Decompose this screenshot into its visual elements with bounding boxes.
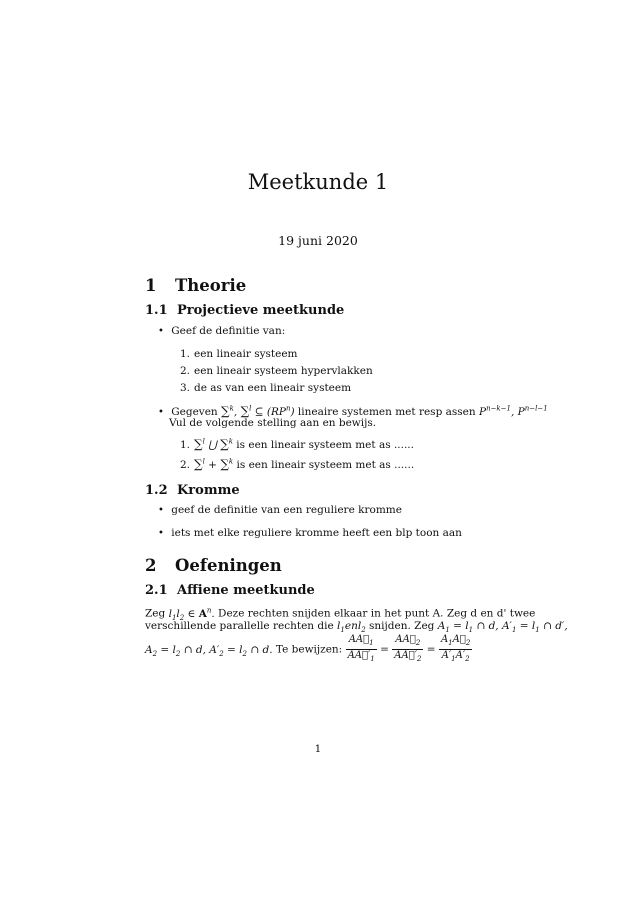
- list-item: [180, 348, 298, 360]
- bullet-icon: •: [158, 528, 164, 539]
- paragraph-text: snijden. Zeg: [369, 620, 435, 632]
- subsection-1-2-heading: [145, 483, 240, 498]
- list-item-text: is een lineair systeem met as ......: [236, 439, 414, 451]
- fraction-aa1: $\frac{AA⃗_1}{AA⃗'_1}$: [347, 634, 375, 663]
- paragraph-text: Te bewijzen:: [275, 643, 343, 656]
- math-expression: $A_1 = l_1$ ∩ d, $A'_1 = l_1$ ∩ d′,: [437, 620, 568, 635]
- item-number: 2.: [180, 365, 191, 377]
- list-item: [180, 365, 373, 377]
- fraction-a1a2: $\frac{A_1A⃗_2}{A'_1A'_2}$: [440, 634, 471, 663]
- list-item: [158, 527, 462, 539]
- list-item: [158, 504, 402, 516]
- math-expression: $P^{n-k-1}$, $P^{n-l-1}$: [478, 404, 548, 418]
- section-title: Oefeningen: [175, 556, 282, 575]
- list-item-text: de as van een lineair systeem: [194, 382, 352, 394]
- paragraph-text: Zeg: [145, 607, 166, 620]
- section-1-heading: [145, 276, 246, 295]
- item-number: 1.: [180, 348, 191, 360]
- subsection-1-1-heading: [145, 303, 344, 318]
- document-date: 19 juni 2020: [278, 233, 358, 248]
- list-item: [180, 382, 351, 394]
- item-number: 3.: [180, 382, 191, 394]
- list-item-text: is een lineair systeem met as ......: [236, 459, 415, 471]
- bullet-icon: •: [158, 326, 164, 337]
- list-item-text: lineaire systemen met resp assen: [297, 406, 476, 418]
- section-number: 1: [145, 276, 157, 295]
- paragraph-line: [145, 620, 568, 634]
- page-number: 1: [314, 743, 322, 755]
- math-expression: ∑$^k$, ∑$^l$ ⊆ $(RP^n)$: [221, 404, 295, 418]
- subsection-2-1-heading: [145, 583, 315, 598]
- list-item: [180, 457, 414, 471]
- item-number: 2.: [180, 459, 191, 471]
- list-item-text: geef de definitie van een reguliere kromme: [171, 504, 402, 516]
- subsection-title: Kromme: [177, 483, 240, 498]
- math-expression: $l_1enl_2$: [337, 620, 366, 635]
- list-item-text: Geef de definitie van:: [171, 325, 286, 337]
- list-item-text: Gegeven: [171, 406, 218, 418]
- section-2-heading: [145, 556, 282, 575]
- subsection-number: 1.2: [145, 483, 168, 498]
- item-number: 1.: [180, 439, 191, 451]
- section-title: Theorie: [175, 276, 247, 295]
- paragraph-text: Deze rechten snijden elkaar in het punt A. Zeg d en d' twee: [218, 607, 536, 620]
- paragraph-text: verschillende parallelle rechten die: [145, 620, 334, 632]
- list-item-text: een lineair systeem: [194, 348, 298, 360]
- list-item: [180, 437, 414, 451]
- section-number: 2: [145, 556, 157, 575]
- fraction-aa2: $\frac{AA⃗_2}{AA⃗'_2}$: [394, 634, 422, 663]
- math-expression: $l_1l_2$ ∈ $A^n$.: [168, 606, 215, 622]
- list-item-text: een lineair systeem hypervlakken: [194, 365, 373, 377]
- paragraph-line: $A_2 = l_2$ ∩ d, $A'_2 = l_2$ ∩ d. Te bewijzen: $\frac{AA⃗_1}{AA⃗'_1}$ = $\frac{AA⃗_2}{AA⃗'_2}$ = $\frac{A_1A⃗_2}{A'_1A'_2}$: [145, 634, 471, 663]
- math-expression: $A_2 = l_2$ ∩ d, $A'_2 = l_2$ ∩ d.: [145, 643, 273, 658]
- document-title: Meetkunde 1: [247, 170, 389, 194]
- subsection-number: 1.1: [145, 303, 168, 318]
- list-item-continuation: Vul de volgende stelling aan en bewijs.: [169, 417, 377, 429]
- bullet-icon: •: [158, 505, 164, 516]
- list-item-text: iets met elke reguliere kromme heeft een blp toon aan: [171, 527, 462, 539]
- bullet-icon: •: [158, 407, 164, 418]
- list-item: [158, 325, 285, 337]
- subsection-title: Affiene meetkunde: [177, 583, 315, 598]
- list-item: [158, 404, 548, 418]
- math-expression: ∑$^l$ + ∑$^k$: [194, 457, 234, 471]
- math-expression: ∑$^l$ ⋃ ∑$^k$: [194, 437, 233, 451]
- subsection-title: Projectieve meetkunde: [177, 303, 345, 318]
- subsection-number: 2.1: [145, 583, 168, 598]
